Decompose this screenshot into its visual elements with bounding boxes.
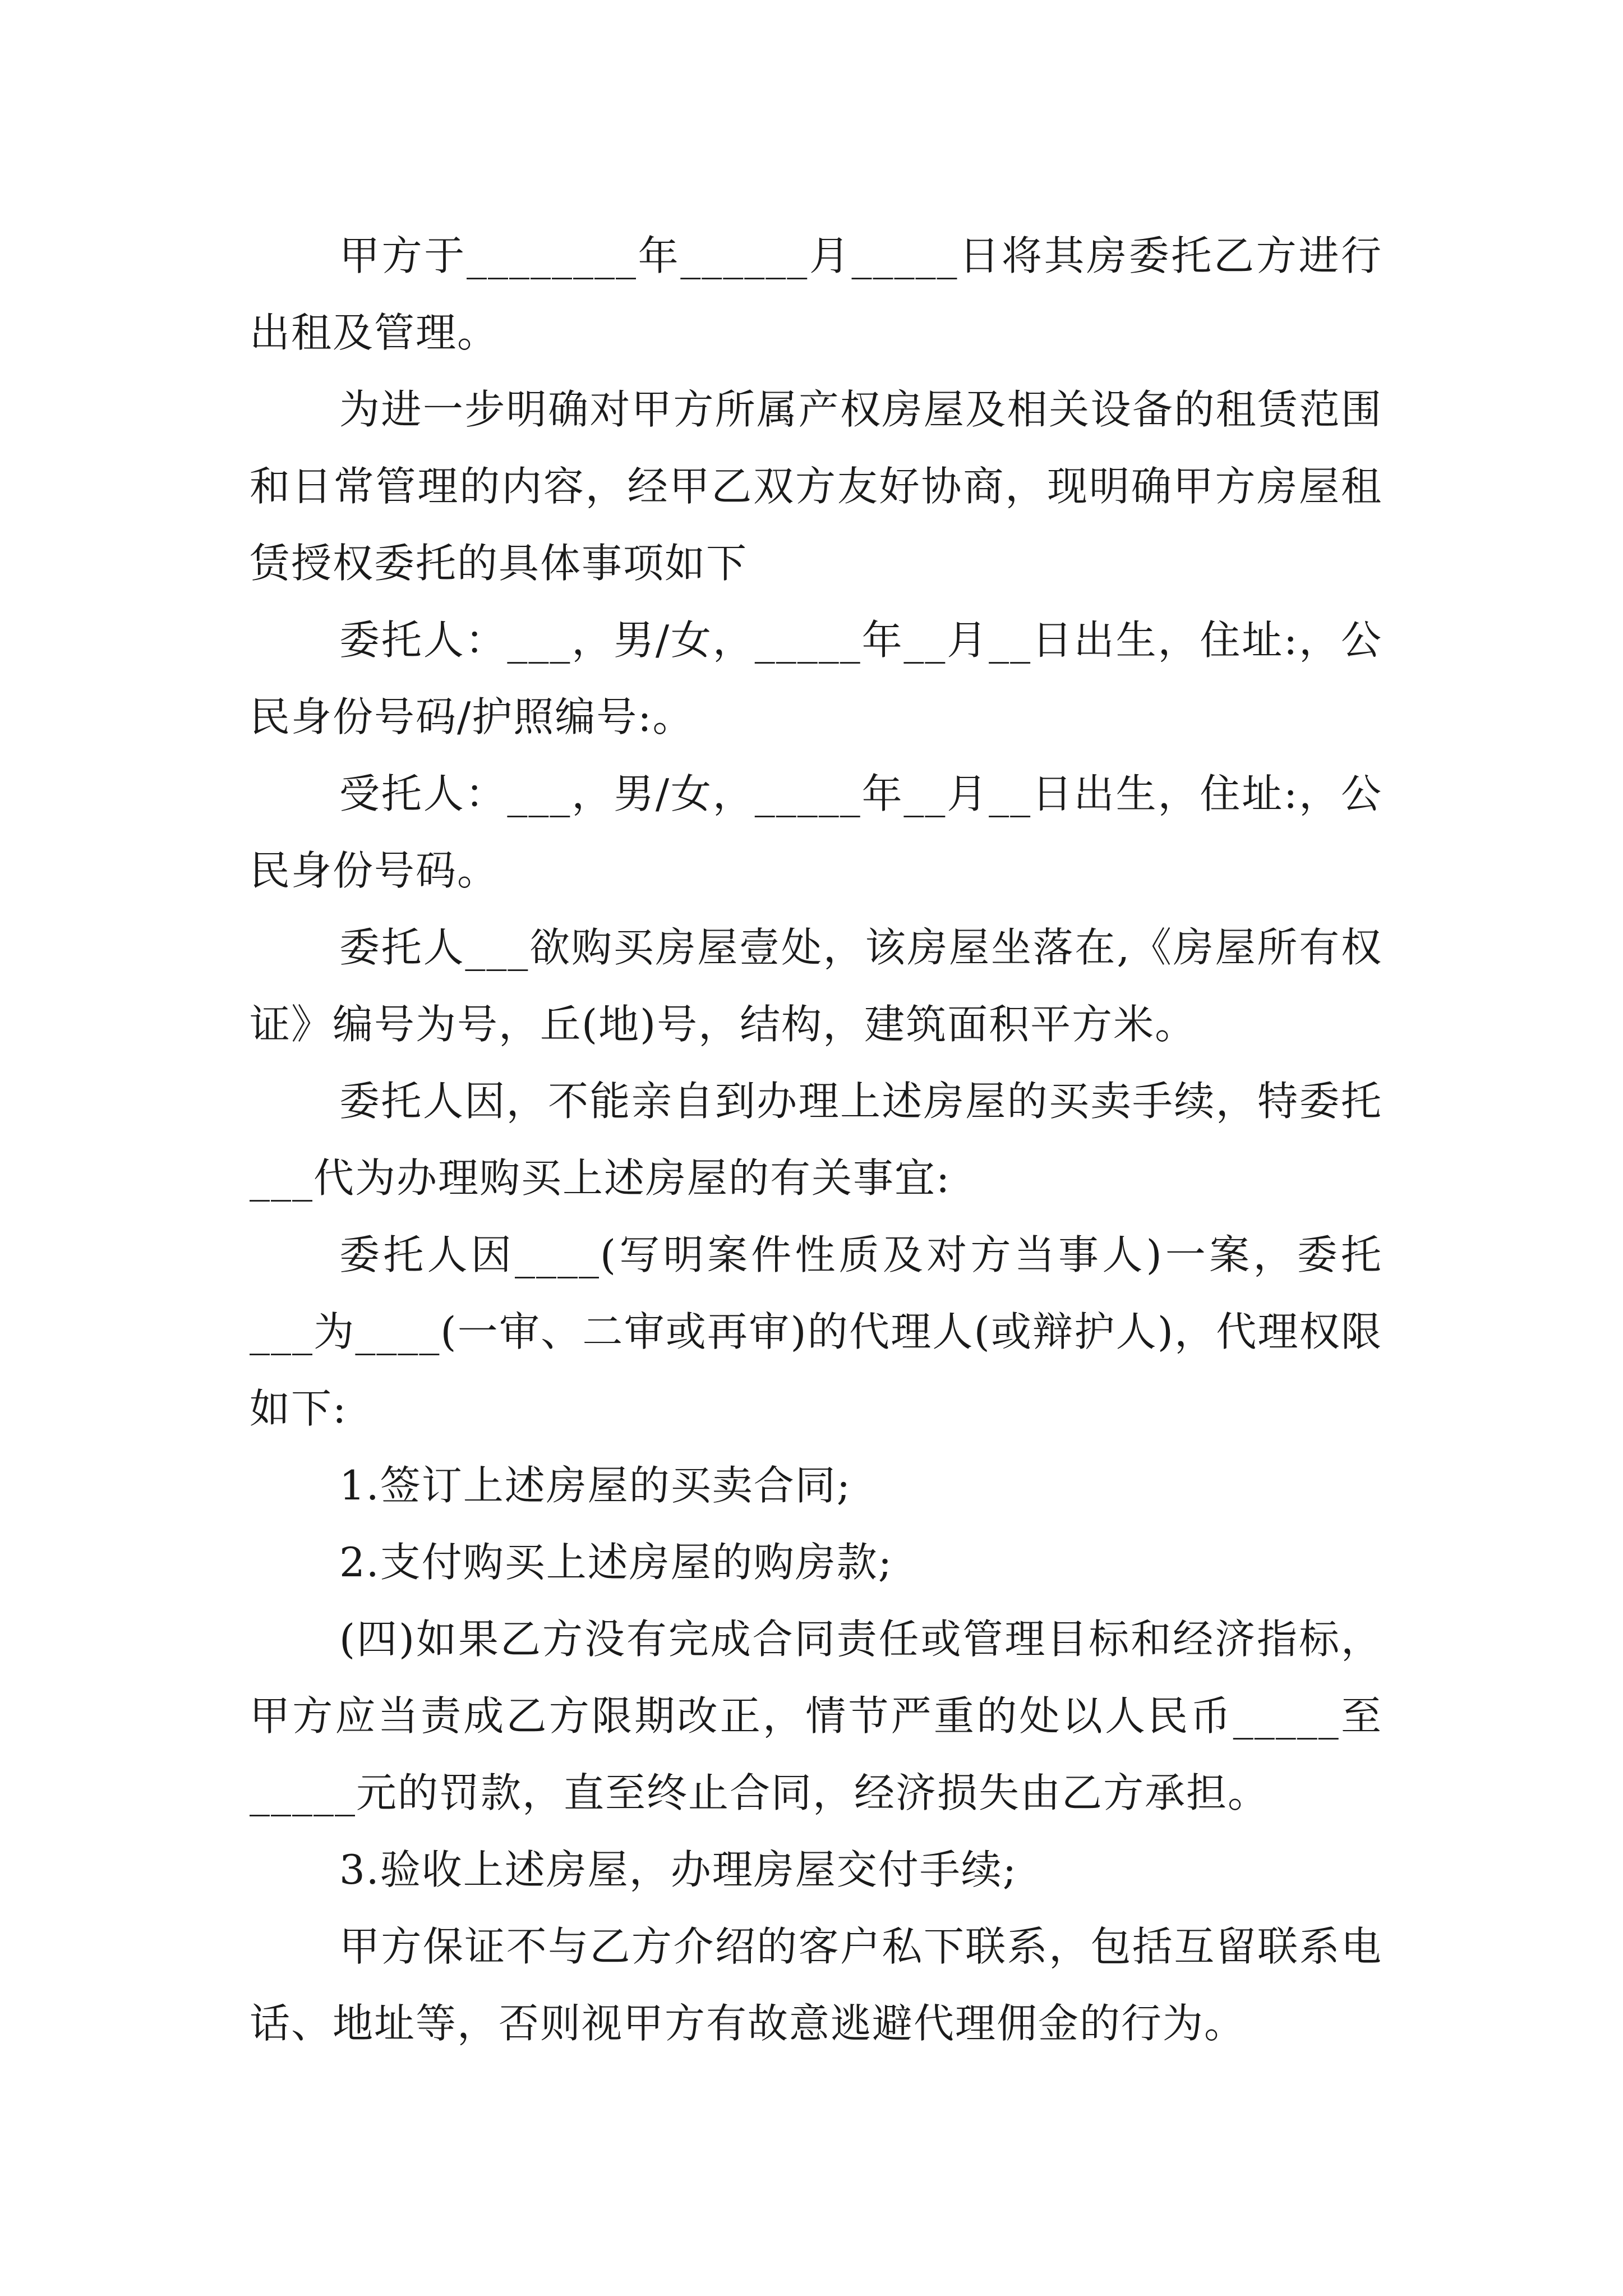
paragraph-delegation: 委托人因，不能亲自到办理上述房屋的买卖手续，特委托___代为办理购买上述房屋的有关事宜: [250, 1078, 1382, 1202]
list-item-acceptance: 3.验收上述房屋，办理房屋交付手续; [339, 1846, 1017, 1893]
document-body [250, 218, 1382, 2062]
paragraph-case-agent: 委托人因____(写明案件性质及对方当事人)一案，委托___为____(一审、二审或再审)的代理人(或辩护人)，代理权限如下: [250, 1231, 1382, 1432]
paragraph-principal: 委托人：___，男/女，_____年__月__日出生，住址:，公民身份号码/护照编号:。 [250, 616, 1382, 740]
paragraph-purpose: 为进一步明确对甲方所属产权房屋及相关设备的租赁范围和日常管理的内容，经甲乙双方友好协商，现明确甲方房屋租赁授权委托的具体事项如下 [250, 386, 1382, 587]
list-item-sign-contract: 1.签订上述房屋的买卖合同; [339, 1462, 851, 1509]
paragraph-no-private-contact: 甲方保证不与乙方介绍的客户私下联系，包括互留联系电话、地址等，否则视甲方有故意逃避代理佣金的行为。 [250, 1923, 1382, 2047]
paragraph-property: 委托人___欲购买房屋壹处，该房屋坐落在,《房屋所有权证》编号为号，丘(地)号，结构，建筑面积平方米。 [250, 924, 1382, 1048]
paragraph-agent: 受托人：___，男/女，_____年__月__日出生，住址:，公民身份号码。 [250, 770, 1382, 894]
list-item-pay: 2.支付购买上述房屋的购房款; [339, 1539, 893, 1586]
paragraph-entrust-date: 甲方于________年______月_____日将其房委托乙方进行出租及管理。 [250, 232, 1382, 356]
paragraph-penalty: (四)如果乙方没有完成合同责任或管理目标和经济指标，甲方应当责成乙方限期改正，情节严重的处以人民币_____至_____元的罚款，直至终止合同，经济损失由乙方承担。 [250, 1616, 1382, 1816]
